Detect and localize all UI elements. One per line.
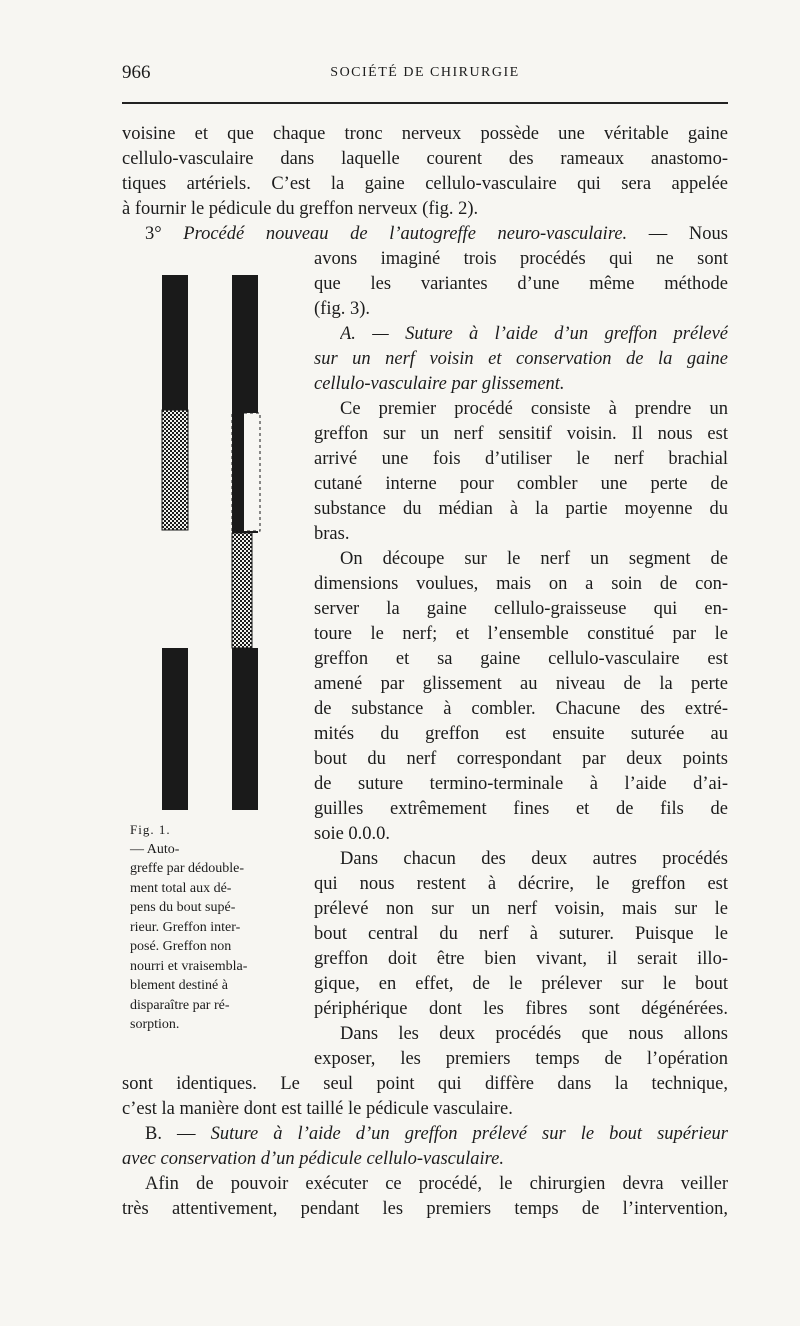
text-line: qui nous restent à décrire, le greffon est [314,874,728,894]
text-line: exposer, les premiers temps de l’opération [314,1049,728,1069]
text-line: Afin de pouvoir exécuter ce procédé, le chirurgien devra veiller [145,1174,728,1194]
text-line: tiques artériels. C’est la gaine cellulo-vasculaire qui sera appelée [122,174,728,194]
text-line: greffon et sa gaine cellulo-vasculaire est [314,649,728,669]
subsection-a-heading: A. — Suture à l’aide d’un greffon prélevé [340,324,728,344]
subsection-a-heading: sur un nerf voisin et conservation de la gaine [314,349,728,369]
figure-1 [150,270,280,815]
text-line: (fig. 3). [314,299,370,319]
right-interposed-graft [232,533,252,648]
text-line: On découpe sur le nerf un segment de [340,549,728,569]
text-line: substance du médian à la partie moyenne du [314,499,728,519]
text-line: soie 0.0.0. [314,824,391,844]
section-heading-3: 3° Procédé nouveau de l’autogreffe neuro-vasculaire. — Nous [145,224,728,244]
right-lower-stump [232,648,258,810]
left-graft-segment [162,410,188,530]
text-line: dimensions voulues, mais on a soin de con- [314,574,728,594]
text-line: prélevé non sur un nerf voisin, mais sur le [314,899,728,919]
left-upper-stump [162,275,188,410]
text-line: bout central du nerf à suturer. Puisque le [314,924,728,944]
text-line: greffon doit être bien vivant, il serait illo- [314,949,728,969]
text-line: voisine et que chaque tronc nerveux possède une véritable gaine [122,124,728,144]
left-lower-stump [162,648,188,810]
caption-line: ment total aux dé- [130,880,232,896]
text-line: arrivé une fois d’utiliser le nerf brachial [314,449,728,469]
figure-label: Fig. 1. [130,822,171,837]
running-header [122,62,728,92]
caption-line: nourri et vraisembla- [130,958,248,974]
text-line: Ce premier procédé consiste à prendre un [340,399,728,419]
caption-line: posé. Greffon non [130,939,232,954]
subsection-a-heading: cellulo-vasculaire par glissement. [314,374,565,394]
caption-line: rieur. Greffon inter- [130,919,241,935]
text-line: très attentivement, pendant les premiers temps de l’intervention, [122,1199,728,1219]
text-line: toure le nerf; et l’ensemble constitué par le [314,624,728,644]
caption-line: blement destiné à [130,978,228,993]
text-line: que les variantes d’une même méthode [314,274,728,294]
subsection-b-heading: B. — Suture à l’aide d’un greffon prélevé sur le bout supérieur [145,1124,728,1144]
text-line: c’est la manière dont est taillé le pédicule vasculaire. [122,1099,513,1119]
section-title: Procédé nouveau de l’autogreffe neuro-vasculaire. [183,224,628,244]
text-line: mités du greffon est ensuite suturée au [314,724,728,744]
subsection-b-heading: avec conservation d’un pédicule cellulo-vasculaire. [122,1149,505,1169]
text-line: cutané interne pour combler une perte de [314,474,728,494]
text-line: Dans chacun des deux autres procédés [340,849,728,869]
text-line: à fournir le pédicule du greffon nerveux (fig. 2). [122,199,479,219]
text-line: greffon sur un nerf sensitif voisin. Il nous est [314,424,728,444]
running-title: SOCIÉTÉ DE CHIRURGIE [330,65,520,80]
right-upper-stump-cont [232,413,244,531]
text-line: sont identiques. Le seul point qui diffère dans la technique, [122,1074,728,1094]
text-line: amené par glissement au niveau de la perte [314,674,728,694]
nerve-graft-diagram [150,270,280,815]
caption-line: sorption. [130,1017,180,1032]
text-line: gique, en effet, de le prélever sur le bout [314,974,728,994]
caption-line: pens du bout supé- [130,900,236,915]
text-line: cellulo-vasculaire dans laquelle courent des rameaux anastomo- [122,149,728,169]
text-line: avons imaginé trois procédés qui ne sont [314,249,728,269]
text-line: Dans les deux procédés que nous allons [340,1024,728,1044]
text-line: périphérique dont les fibres sont dégénérées. [314,999,728,1019]
caption-line: greffe par dédouble- [130,861,245,876]
figure-caption: Fig. 1. — Auto- greffe par dédouble- ment total aux dé- pens du bout supé- rieur. Greffon inter- posé. Greffon non nourri et vraisembla- blement destiné à disparaître par ré- sorption. [130,820,288,1035]
right-upper-stump [232,275,258,413]
text-line: server la gaine cellulo-graisseuse qui en- [314,599,728,619]
text-line: guilles extrêmement fines et de fils de [314,799,728,819]
page-number: 966 [122,62,151,83]
text-line: bout du nerf correspondant par deux points [314,749,728,769]
text-line: de suture termino-terminale à l’aide d’ai- [314,774,728,794]
text-line: bras. [314,524,350,544]
text-line: de substance à combler. Chacune des extré- [314,699,728,719]
caption-line: disparaître par ré- [130,997,230,1013]
header-rule [122,102,728,104]
